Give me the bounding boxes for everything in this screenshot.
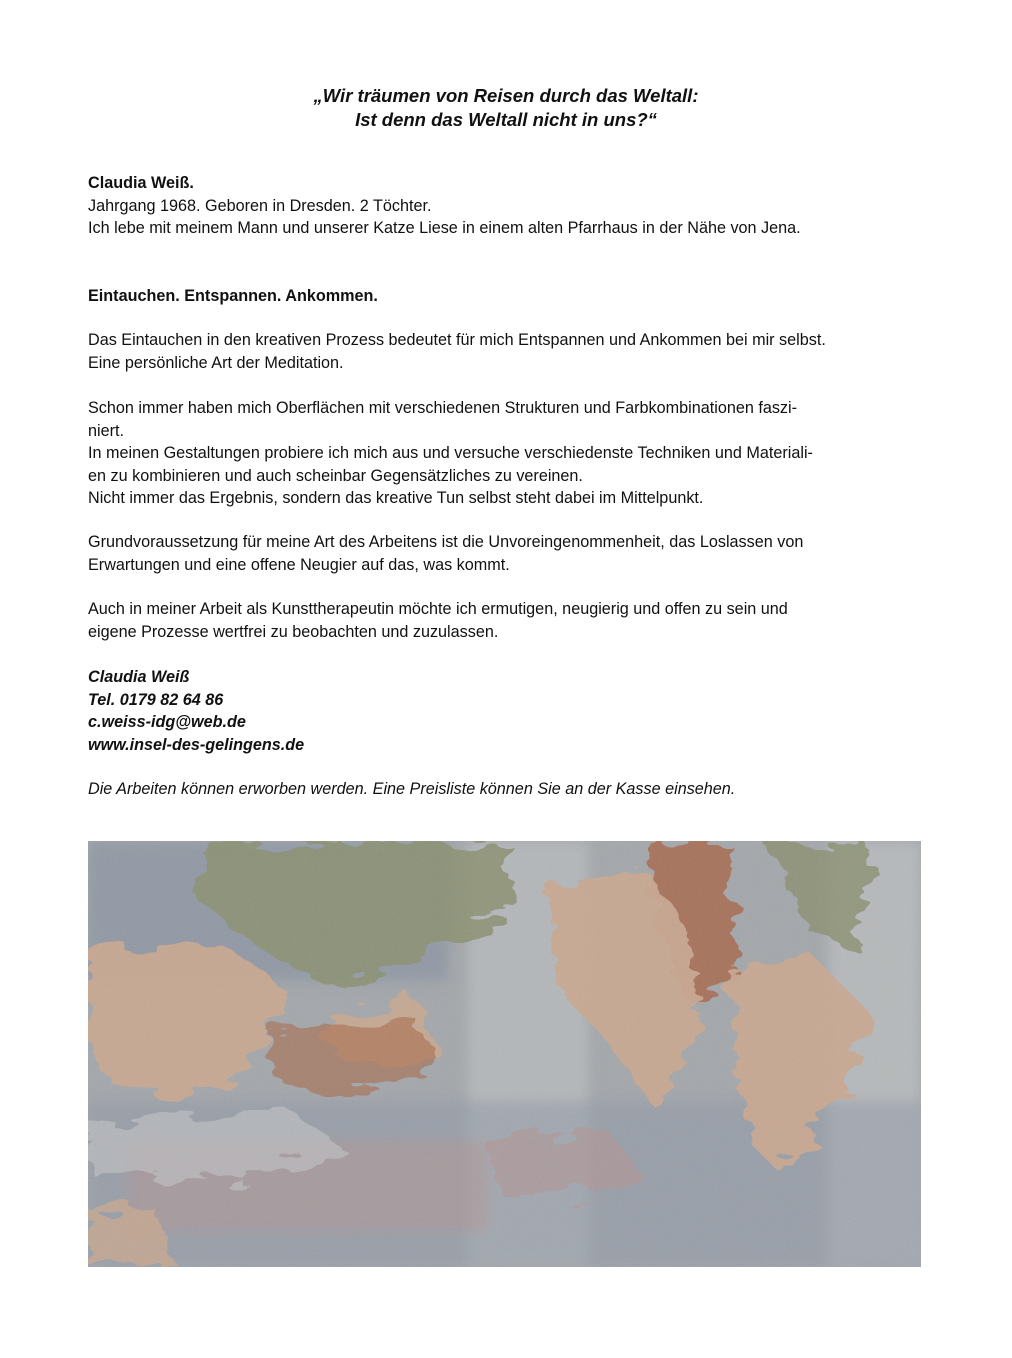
intro-line-1: Jahrgang 1968. Geboren in Dresden. 2 Töchter. <box>88 196 432 215</box>
paragraph-3 <box>88 531 938 576</box>
paragraph-line: Erwartungen und eine offene Neugier auf das, was kommt. <box>88 555 510 574</box>
paragraph-line: niert. <box>88 421 124 440</box>
paragraph-line: eigene Prozesse wertfrei zu beobachten und zuzulassen. <box>88 622 499 641</box>
price-note: Die Arbeiten können erworben werden. Eine Preisliste können Sie an der Kasse einsehen. <box>88 780 736 798</box>
paragraph-2 <box>88 397 938 510</box>
paragraph-4 <box>88 598 938 643</box>
artwork-painting <box>88 841 921 1267</box>
quote-heading <box>0 84 1012 132</box>
paragraph-line: Auch in meiner Arbeit als Kunsttherapeutin möchte ich ermutigen, neugierig und offen zu sein und <box>88 600 788 618</box>
paragraph-line: en zu kombinieren und auch scheinbar Gegensätzliches zu vereinen. <box>88 466 583 485</box>
intro-block <box>88 172 938 240</box>
section-heading: Eintauchen. Entspannen. Ankommen. <box>88 287 378 305</box>
paragraph-line: Eine persönliche Art der Meditation. <box>88 353 344 372</box>
paragraph-line: Das Eintauchen in den kreativen Prozess bedeutet für mich Entspannen und Ankommen bei mir selbst. <box>88 331 826 349</box>
price-note-block <box>88 778 938 801</box>
contact-phone: Tel. 0179 82 64 86 <box>88 690 224 709</box>
quote-line-1: „Wir träumen von Reisen durch das Weltall: <box>313 85 699 106</box>
intro-line-2: Ich lebe mit meinem Mann und unserer Katze Liese in einem alten Pfarrhaus in der Nähe von Jena. <box>88 219 801 237</box>
contact-website: www.insel-des-gelingens.de <box>88 735 305 754</box>
artist-name-heading: Claudia Weiß. <box>88 174 194 192</box>
paragraph-line: In meinen Gestaltungen probiere ich mich aus und versuche verschiedenste Techniken und Materiali- <box>88 444 813 462</box>
paragraph-line: Grundvoraussetzung für meine Art des Arbeitens ist die Unvoreingenommenheit, das Loslassen von <box>88 533 804 551</box>
paragraph-line: Schon immer haben mich Oberflächen mit verschiedenen Strukturen und Farbkombinationen faszi- <box>88 399 798 417</box>
contact-name: Claudia Weiß <box>88 668 190 686</box>
contact-email: c.weiss-idg@web.de <box>88 713 246 731</box>
paragraph-1 <box>88 329 938 374</box>
contact-block <box>88 666 938 756</box>
artwork-image <box>88 841 921 1267</box>
section-heading-block <box>88 285 938 308</box>
paragraph-line: Nicht immer das Ergebnis, sondern das kreative Tun selbst steht dabei im Mittelpunkt. <box>88 489 704 507</box>
quote-line-2: Ist denn das Weltall nicht in uns?“ <box>355 109 657 130</box>
